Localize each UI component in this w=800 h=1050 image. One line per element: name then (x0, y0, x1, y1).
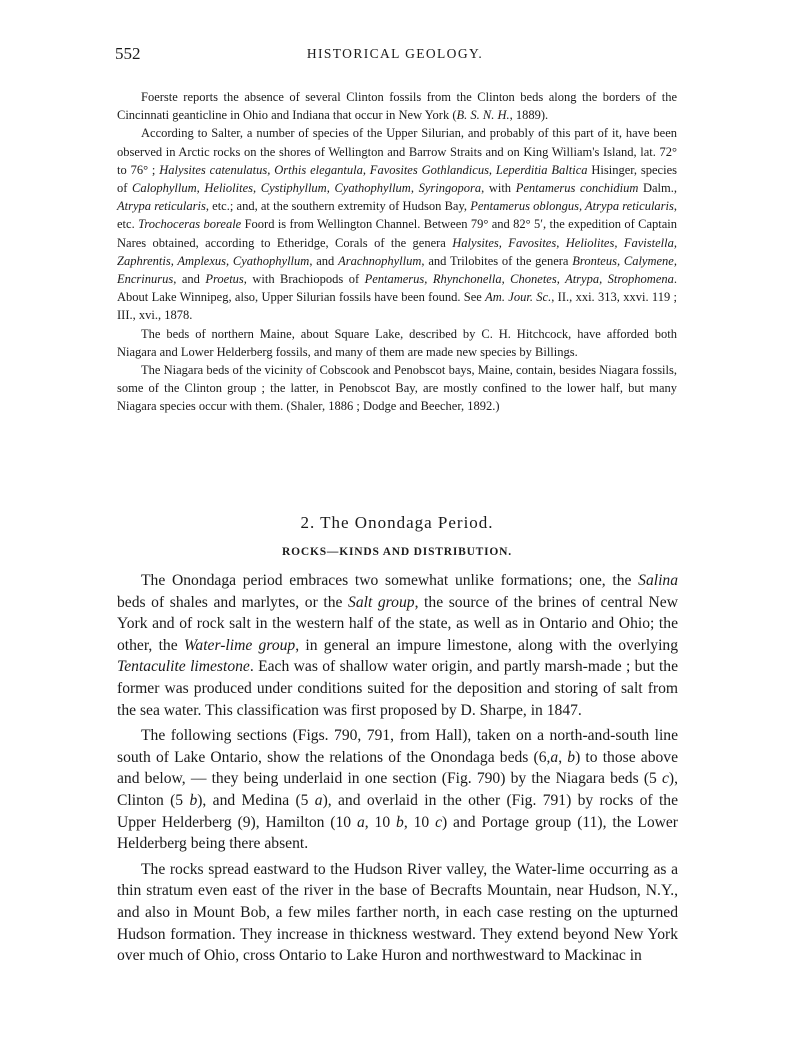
text-run: Dalm., (638, 181, 677, 196)
section-heading: 2. The Onondaga Period. (300, 513, 494, 532)
page-header (115, 44, 675, 68)
text-run: , in general an impure limestone, along with the overlying (295, 636, 678, 654)
running-title: HISTORICAL GEOLOGY. (306, 46, 484, 61)
italic-text: Proetus (205, 272, 244, 287)
italic-text: c (435, 813, 442, 831)
text-run: . Each was of shallow water origin, and partly marsh-made ; but the former was produced under conditions suited for the deposition and storing of salt from the sea water. This classification was first proposed by D. Sharpe, in 1847. (117, 658, 679, 719)
text-run: Foerste reports the absence of several Clinton fossils from the Clinton beds along the borders of the Cincinnati geanticline in Ohio and Indiana that occur in New York ( (117, 90, 677, 123)
text-run: . About Lake Winnipeg, also, Upper Silurian fossils have been found. See (117, 272, 677, 305)
text-run: , and Trilobites of the genera (421, 253, 573, 268)
italic-text: B. S. N. H. (456, 108, 510, 123)
italic-text: Am. Jour. Sc. (485, 290, 552, 305)
paragraph (117, 725, 678, 855)
text-run: The following sections (Figs. 790, 791, from Hall), taken on a north-and-south line south of Lake Ontario, show the relations of the Onondaga beds (6, (117, 727, 678, 766)
italic-text: a (314, 791, 323, 809)
italic-text: Halysites catenulatus, Orthis elegantula, Favosites Gothlandicus, Leperditia Baltica (159, 162, 588, 177)
paragraph (117, 361, 677, 416)
text-run: The beds of northern Maine, about Square Lake, described by C. H. Hitchcock, have afforded both Niagara and Lower Helderberg fossils, and many of them are made new species by Billings. (117, 326, 677, 359)
text-run: , with (481, 181, 516, 196)
italic-text: Trochoceras boreale (138, 217, 242, 232)
text-run: The Onondaga period embraces two somewhat unlike formations; one, the (141, 572, 639, 589)
text-run: Foord is from Wellington Channel. Between 79° and 82° 5′, the expedition of Captain Nares obtained, according to Etheridge, Corals of the genera (117, 217, 677, 250)
text-run: , and (173, 272, 206, 287)
italic-text: Pentamerus conchidium (515, 181, 639, 196)
italic-text: Pentamerus oblongus, Atrypa reticularis (470, 199, 674, 214)
italic-text: Water-lime group (183, 636, 296, 654)
text-run: The rocks spread eastward to the Hudson River valley, the Water-lime occurring as a thin stratum even east of the river in the base of Becrafts Mountain, near Hudson, N.Y., and also in Mount Bob, a few miles farther north, in each case resting on the upturned Hudson formation. They increase in thickness westward. They extend beyond New York over much of Ohio, cross Ontario to Lake Huron and northwestward to Mackinac in (117, 860, 678, 965)
page-number: 552 (115, 44, 141, 63)
italic-text: Halysites, Favosites, Heliolites, Favistella, Zaphrentis, Amplexus, Cyathophyllum (117, 235, 677, 268)
italic-text: Salt group (348, 593, 415, 611)
italic-text: c (661, 770, 669, 788)
italic-text: b (567, 748, 576, 766)
text-run: , II., xxi. 313, xxvi. 119 ; III., xvi., 1878. (117, 290, 678, 323)
italic-text: Bronteus, Calymene, Encrinurus (117, 253, 677, 287)
paragraph (117, 325, 677, 361)
text-run: The Niagara beds of the vicinity of Cobscook and Penobscot bays, Maine, contain, besides Niagara fossils, some of the Clinton group ; the latter, in Penobscot Bay, are mostly confined to the lower half, but many Niagara species occur with them. (Shaler, 1886 ; Dodge and Beecher, 1892.) (117, 363, 677, 414)
text-run: , the source of the brines of central New York and of rock salt in the western half of the state, as well as in Ontario and Ohio; the other, the (117, 593, 678, 654)
italic-text: Calophyllum, Heliolites, Cystiphyllum, Cyathophyllum, Syringopora (132, 181, 482, 196)
paragraph (117, 124, 677, 324)
text-run: According to Salter, a number of species of the Upper Silurian, and probably of this part of it, have been observed in Arctic rocks on the shores of Wellington and Barrow Straits and on King William's Island, lat. 72° to 76° ; (117, 126, 677, 177)
italic-text: b (396, 813, 404, 831)
text-run: , etc. (117, 199, 678, 232)
italic-text: a (550, 748, 559, 766)
main-text-section (117, 570, 678, 971)
paragraph (117, 859, 678, 967)
text-run: , 10 (403, 813, 436, 831)
paragraph (117, 88, 677, 124)
paragraph (117, 570, 678, 721)
text-run: , (558, 748, 568, 766)
text-run: ), and Medina (5 (197, 791, 315, 809)
sub-heading: ROCKS—KINDS AND DISTRIBUTION. (282, 546, 512, 558)
text-run: , with Brachiopods of (243, 272, 365, 287)
italic-text: Pentamerus, Rhynchonella, Chonetes, Atrypa, Strophomena (364, 272, 674, 287)
text-run: ) to those above and below, — they being underlaid in one section (Fig. 790) by the Niagara beds (5 (117, 748, 679, 788)
italic-text: Salina (638, 572, 678, 589)
italic-text: Atrypa reticularis (117, 199, 206, 214)
text-run: , and (309, 253, 339, 268)
text-run: Hisinger, species of (117, 162, 677, 196)
text-run: ), and overlaid in the other (Fig. 791) by rocks of the Upper Helderberg (9), Hamilton (10 (117, 791, 678, 831)
text-run: , 10 (364, 813, 397, 831)
text-run: ), Clinton (5 (117, 770, 678, 809)
small-print-section (117, 88, 677, 416)
text-run: , etc.; and, at the southern extremity of Hudson Bay, (205, 199, 471, 214)
italic-text: Arachnophyllum (338, 253, 422, 268)
text-run: beds of shales and marlytes, or the (117, 593, 349, 611)
text-run: ) and Portage group (11), the Lower Helderberg being there absent. (117, 813, 678, 853)
italic-text: b (189, 791, 198, 809)
italic-text: a (356, 813, 365, 831)
text-run: , 1889). (509, 108, 549, 123)
italic-text: Tentaculite limestone (117, 658, 250, 676)
